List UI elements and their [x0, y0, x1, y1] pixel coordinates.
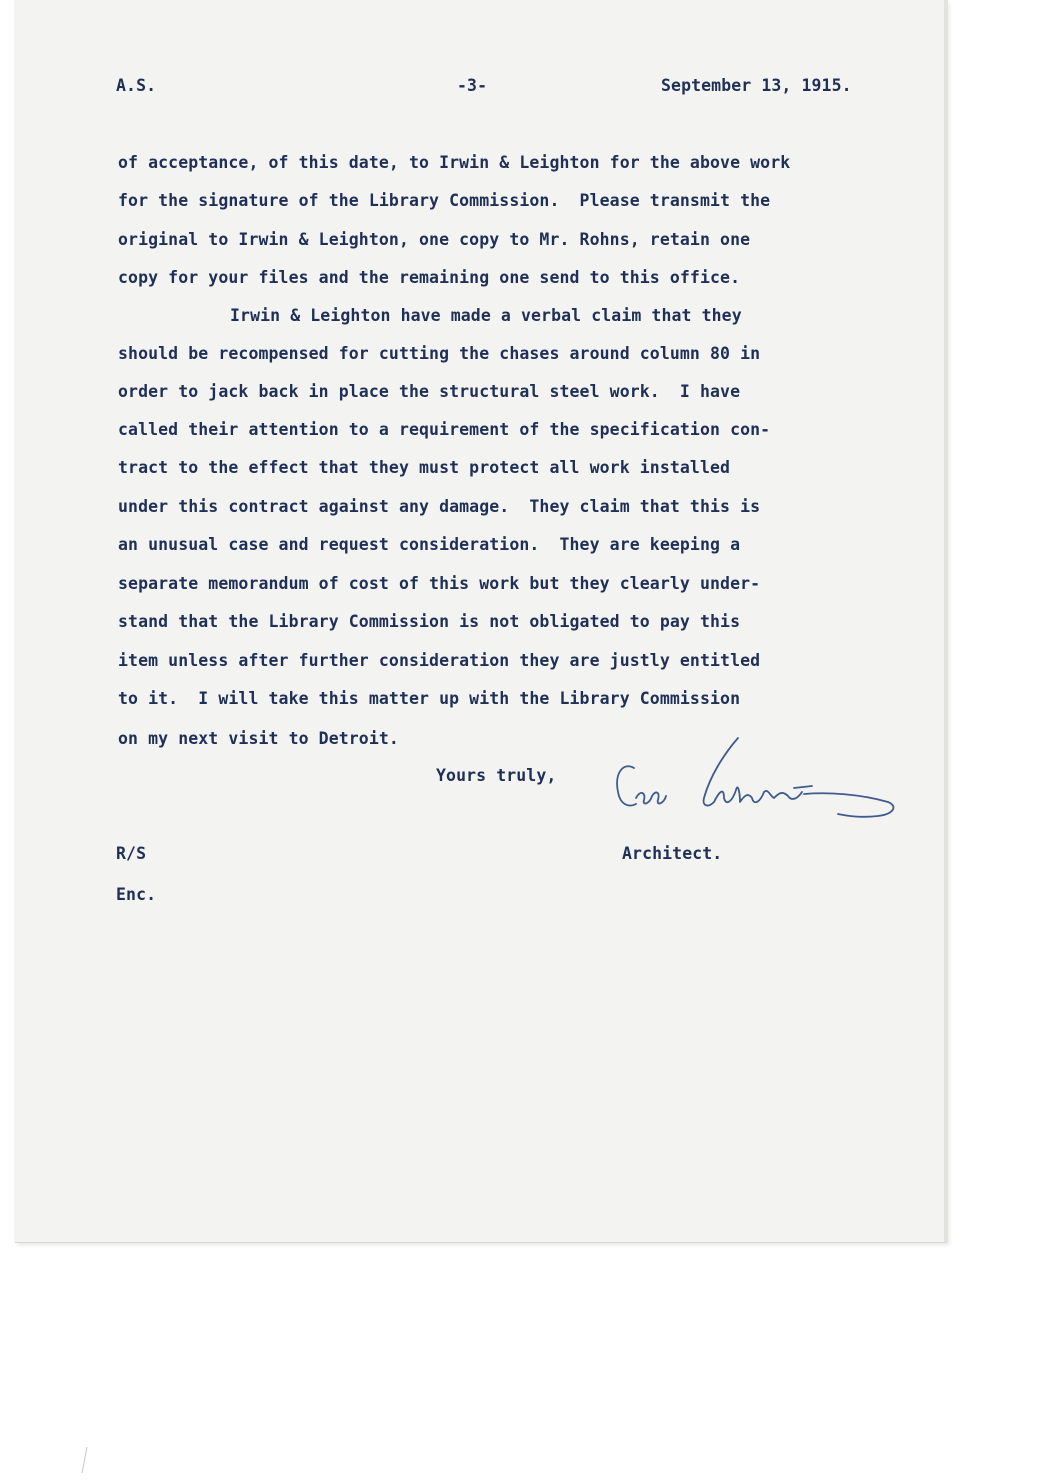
reference-initials: R/S: [116, 844, 147, 863]
header-initials: A.S.: [116, 76, 157, 95]
body-line: called their attention to a requirement of the specification con-: [118, 420, 771, 439]
body-line: should be recompensed for cutting the chases around column 80 in: [118, 344, 761, 363]
body-line: original to Irwin & Leighton, one copy to Mr. Rohns, retain one: [118, 230, 751, 249]
closing-salutation: Yours truly,: [436, 766, 557, 785]
handwritten-signature: [598, 732, 908, 842]
body-line: for the signature of the Library Commission. Please transmit the: [118, 191, 771, 210]
body-line: tract to the effect that they must protect all work installed: [118, 458, 731, 477]
page-number: -3-: [457, 76, 488, 95]
body-line: stand that the Library Commission is not obligated to pay this: [118, 612, 741, 631]
body-line: order to jack back in place the structural steel work. I have: [118, 382, 741, 401]
body-line: separate memorandum of cost of this work but they clearly under-: [118, 574, 761, 593]
page-edge: [944, 0, 948, 1242]
scan-mark: [80, 1445, 90, 1475]
closing-title: Architect.: [622, 844, 723, 863]
body-line: Irwin & Leighton have made a verbal claim that they: [230, 306, 742, 325]
body-line: under this contract against any damage. They claim that this is: [118, 497, 761, 516]
body-line: an unusual case and request consideration. They are keeping a: [118, 535, 741, 554]
body-line: of acceptance, of this date, to Irwin & Leighton for the above work: [118, 153, 791, 172]
body-line: item unless after further consideration they are justly entitled: [118, 651, 761, 670]
body-line: copy for your files and the remaining one send to this office.: [118, 268, 741, 287]
body-line: on my next visit to Detroit.: [118, 729, 399, 748]
body-line: to it. I will take this matter up with the Library Commission: [118, 689, 741, 708]
letter-date: September 13, 1915.: [661, 76, 852, 95]
enclosure-note: Enc.: [116, 885, 157, 904]
